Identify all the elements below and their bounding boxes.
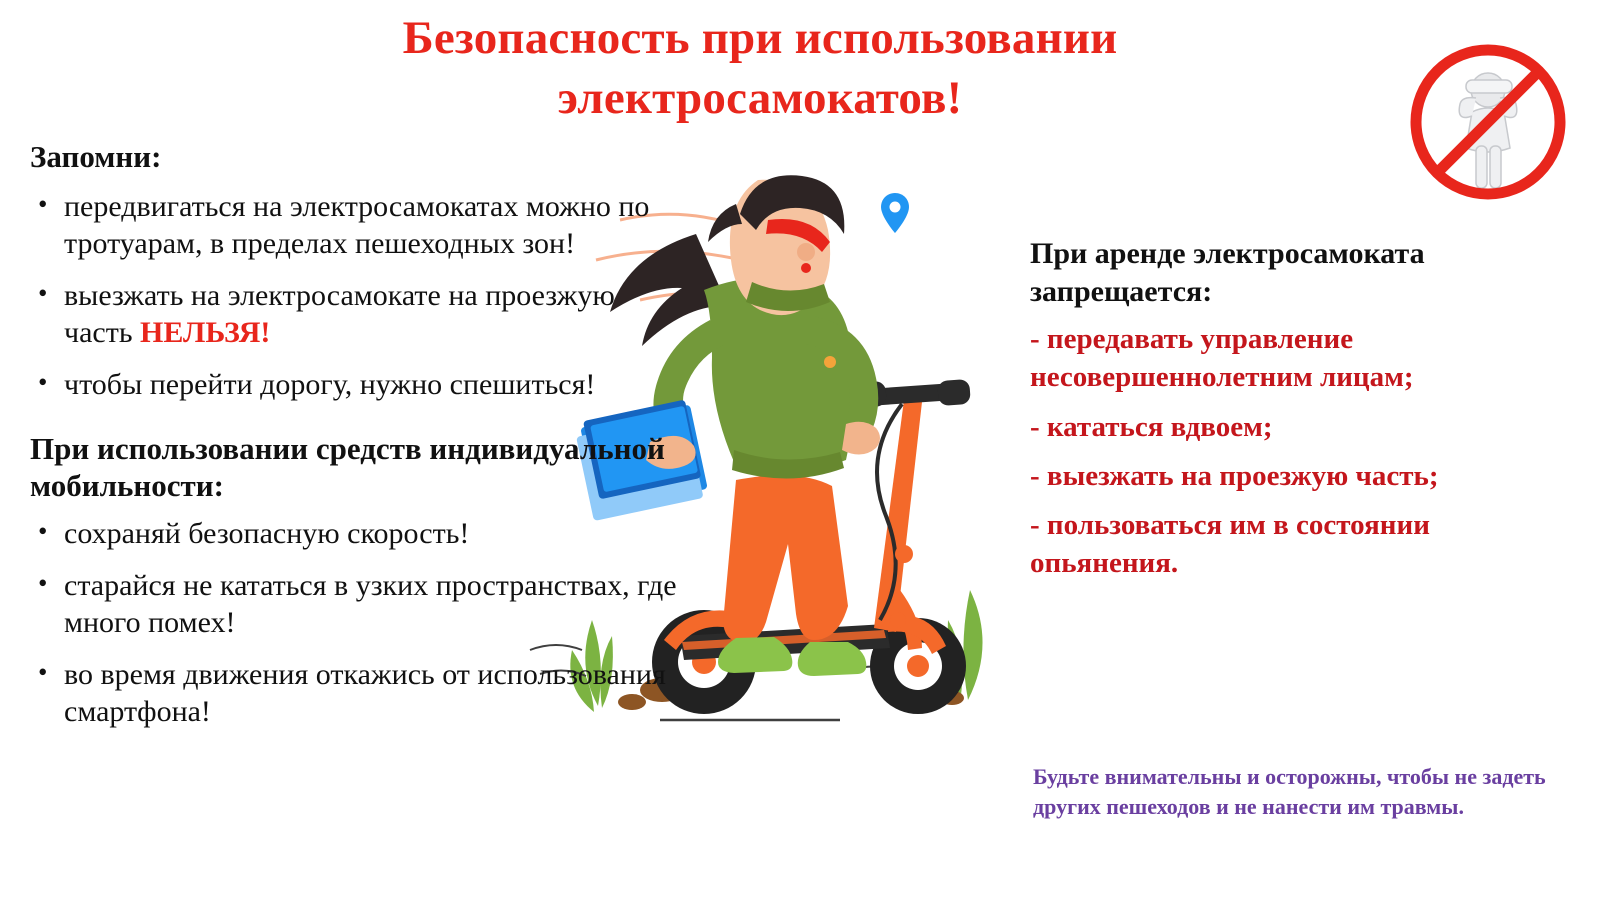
bullet-text-6: во время движения откажись от использования смартфона! xyxy=(64,657,666,728)
list-item: - передавать управление несовершеннолетним лицам; xyxy=(1030,323,1414,394)
bullet-text-2b: ! xyxy=(260,315,271,349)
bullet-text-4: сохраняй безопасную скорость! xyxy=(64,517,470,551)
mobility-bullet-list xyxy=(30,516,690,730)
no-phone-use-prohibition-icon xyxy=(1404,38,1572,206)
remember-heading-text: Запомни xyxy=(30,139,152,174)
mobility-devices-heading: При использовании средств индивидуальной мобильности: xyxy=(30,430,665,503)
rental-heading-text: При аренде электросамоката запрещается xyxy=(1030,237,1425,308)
list-item xyxy=(30,367,690,404)
list-item xyxy=(30,516,690,553)
list-item: - выезжать на проезжую часть; xyxy=(1030,459,1439,492)
right-content-column xyxy=(1030,205,1585,594)
page-title-line-2: электросамокатов! xyxy=(557,72,963,125)
bullet-text-5: старайся не кататься в узких пространствах, где много помех! xyxy=(64,568,677,639)
remember-heading-colon: : xyxy=(151,139,162,174)
bullet-text-3: чтобы перейти дорогу, нужно спешиться! xyxy=(64,367,596,401)
list-item: - кататься вдвоем; xyxy=(1030,410,1273,443)
list-item xyxy=(30,278,690,352)
rental-heading-colon: : xyxy=(1202,274,1213,308)
list-item xyxy=(30,657,690,731)
list-item xyxy=(30,568,690,642)
list-item: - пользоваться им в состоянии опьянения. xyxy=(1030,509,1430,580)
bullet-emphasis-nelzya: НЕЛЬЗЯ xyxy=(140,315,261,349)
remember-heading xyxy=(30,138,690,175)
bullet-text-2a: выезжать на электросамокате на проезжую часть xyxy=(64,278,615,349)
remember-bullet-list xyxy=(30,189,690,403)
page-title xyxy=(200,8,1320,128)
rental-prohibitions-heading xyxy=(1030,235,1585,310)
list-item xyxy=(30,189,690,263)
rental-prohibitions-list xyxy=(1030,320,1585,583)
footer-warning-note: Будьте внимательны и осторожны, чтобы не задеть других пешеходов и не нанести им травмы. xyxy=(1033,764,1546,819)
left-content-column xyxy=(30,138,690,745)
page-title-line-1: Безопасность при использовании xyxy=(402,12,1118,64)
bullet-text-1: передвигаться на электросамокатах можно по тротуарам, в пределах пешеходных зон! xyxy=(64,190,650,261)
